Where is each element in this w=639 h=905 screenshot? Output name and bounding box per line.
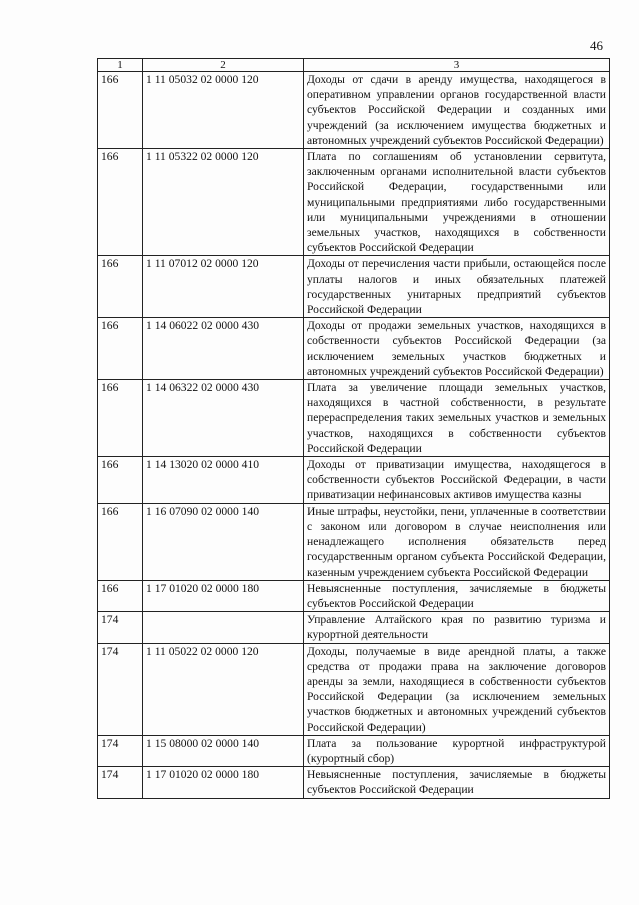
table-row <box>98 457 610 504</box>
admin-code-cell: 166 <box>98 149 143 256</box>
description-cell: Плата за пользование курортной инфраструктурой (курортный сбор) <box>304 735 610 766</box>
description-cell: Невыясненные поступления, зачисляемые в бюджеты субъектов Российской Федерации <box>304 767 610 798</box>
budget-code-cell: 1 14 06022 02 0000 430 <box>143 318 304 380</box>
budget-code-cell <box>143 612 304 643</box>
admin-code-cell: 174 <box>98 735 143 766</box>
description-cell: Доходы от перечисления части прибыли, остающейся после уплаты налогов и иных обязательных платежей государственных унитарных предприятий субъектов Российской Федерации <box>304 256 610 318</box>
admin-code-cell: 174 <box>98 767 143 798</box>
table-row <box>98 256 610 318</box>
description-cell: Управление Алтайского края по развитию туризма и курортной деятельности <box>304 612 610 643</box>
budget-code-cell: 1 17 01020 02 0000 180 <box>143 580 304 611</box>
admin-code-cell: 174 <box>98 612 143 643</box>
table-row <box>98 580 610 611</box>
table-row <box>98 767 610 798</box>
table-header-row <box>98 59 610 72</box>
column-header-2: 2 <box>143 59 304 72</box>
budget-code-cell: 1 17 01020 02 0000 180 <box>143 767 304 798</box>
description-cell: Доходы от приватизации имущества, находящегося в собственности субъектов Российской Федерации, в части приватизации нефинансовых активов имущества казны <box>304 457 610 504</box>
admin-code-cell: 166 <box>98 580 143 611</box>
description-cell: Плата по соглашениям об установлении сервитута, заключенным органами исполнительной власти субъектов Российской Федерации, государственными или муниципальными предприятиями либо государственными или муниципальными учреждениями в отношении земельных участков, находящихся в собственности субъектов Российской Федерации <box>304 149 610 256</box>
admin-code-cell: 166 <box>98 256 143 318</box>
table-row <box>98 318 610 380</box>
admin-code-cell: 166 <box>98 457 143 504</box>
admin-code-cell: 166 <box>98 72 143 149</box>
description-cell: Невыясненные поступления, зачисляемые в бюджеты субъектов Российской Федерации <box>304 580 610 611</box>
budget-code-cell: 1 16 07090 02 0000 140 <box>143 503 304 580</box>
page-number: 46 <box>590 38 603 53</box>
description-cell: Доходы, получаемые в виде арендной платы, а также средства от продажи права на заключение договоров аренды за земли, находящиеся в собственности субъектов Российской Федерации (за исключением земельных участков бюджетных и автономных учреждений субъектов Российской Федерации) <box>304 643 610 735</box>
budget-code-cell: 1 11 05022 02 0000 120 <box>143 643 304 735</box>
table-body <box>98 72 610 799</box>
table-row <box>98 503 610 580</box>
description-cell: Иные штрафы, неустойки, пени, уплаченные в соответствии с законом или договором в случае неисполнения или ненадлежащего исполнения обязательств перед государственным органом субъекта Российской Федерации, казенным учреждением субъекта Российской Федерации <box>304 503 610 580</box>
budget-code-cell: 1 14 13020 02 0000 410 <box>143 457 304 504</box>
admin-code-cell: 166 <box>98 380 143 457</box>
budget-code-cell: 1 11 05322 02 0000 120 <box>143 149 304 256</box>
table-row <box>98 735 610 766</box>
description-cell: Плата за увеличение площади земельных участков, находящихся в частной собственности, в результате перераспределения таких земельных участков и земельных участков, находящихся в собственности субъектов Российской Федерации <box>304 380 610 457</box>
table-row <box>98 72 610 149</box>
description-cell: Доходы от сдачи в аренду имущества, находящегося в оперативном управлении органов государственной власти субъектов Российской Федерации и созданных ими учреждений (за исключением имущества бюджетных и автономных учреждений субъектов Российской Федерации) <box>304 72 610 149</box>
column-header-1: 1 <box>98 59 143 72</box>
budget-code-cell: 1 11 05032 02 0000 120 <box>143 72 304 149</box>
budget-code-cell: 1 11 07012 02 0000 120 <box>143 256 304 318</box>
admin-code-cell: 174 <box>98 643 143 735</box>
table-row <box>98 149 610 256</box>
revenue-codes-table <box>97 58 610 799</box>
table-row <box>98 612 610 643</box>
budget-code-cell: 1 15 08000 02 0000 140 <box>143 735 304 766</box>
admin-code-cell: 166 <box>98 503 143 580</box>
budget-code-cell: 1 14 06322 02 0000 430 <box>143 380 304 457</box>
table-row <box>98 380 610 457</box>
description-cell: Доходы от продажи земельных участков, находящихся в собственности субъектов Российской Федерации (за исключением земельных участков бюджетных и автономных учреждений субъектов Российской Федерации) <box>304 318 610 380</box>
admin-code-cell: 166 <box>98 318 143 380</box>
table-row <box>98 643 610 735</box>
column-header-3: 3 <box>304 59 610 72</box>
